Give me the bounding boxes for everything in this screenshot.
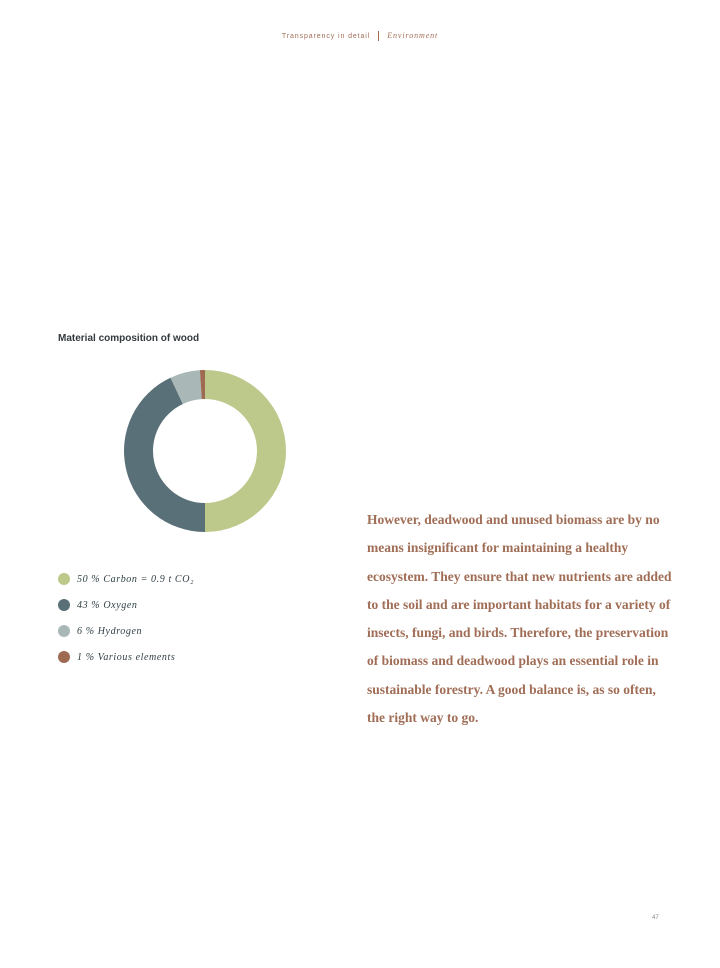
body-paragraph: However, deadwood and unused biomass are by no means insignificant for maintaining a healthy ecosystem. They ensure that new nutrients are added to the soil and are important habitats for a variety of insects, fungi, and birds. Therefore, the preservation of biomass and deadwood plays an essential role in sustainable forestry. A good balance is, as so often, the right way to go.	[367, 512, 672, 726]
legend-swatch	[58, 625, 70, 637]
legend-swatch	[58, 573, 70, 585]
legend-swatch	[58, 651, 70, 663]
running-header	[0, 31, 720, 41]
legend-label: 50 % Carbon = 0.9 t CO₂	[77, 573, 195, 585]
chart-legend	[58, 566, 194, 670]
legend-item	[58, 592, 194, 618]
legend-label: 1 % Various elements	[77, 651, 176, 663]
legend-label: 6 % Hydrogen	[77, 625, 143, 637]
legend-item	[58, 644, 194, 670]
header-section: Environment	[387, 31, 439, 40]
header-chapter: Transparency in detail	[281, 33, 371, 40]
legend-swatch	[58, 599, 70, 611]
legend-item	[58, 618, 194, 644]
chart-title: Material composition of wood	[58, 333, 200, 344]
header-separator	[378, 31, 379, 41]
legend-item	[58, 566, 194, 592]
page-number: 47	[652, 915, 659, 921]
donut-slice-carbon	[205, 370, 286, 532]
legend-label: 43 % Oxygen	[77, 599, 138, 611]
donut-slice-oxygen	[124, 378, 205, 532]
donut-chart	[121, 367, 289, 535]
